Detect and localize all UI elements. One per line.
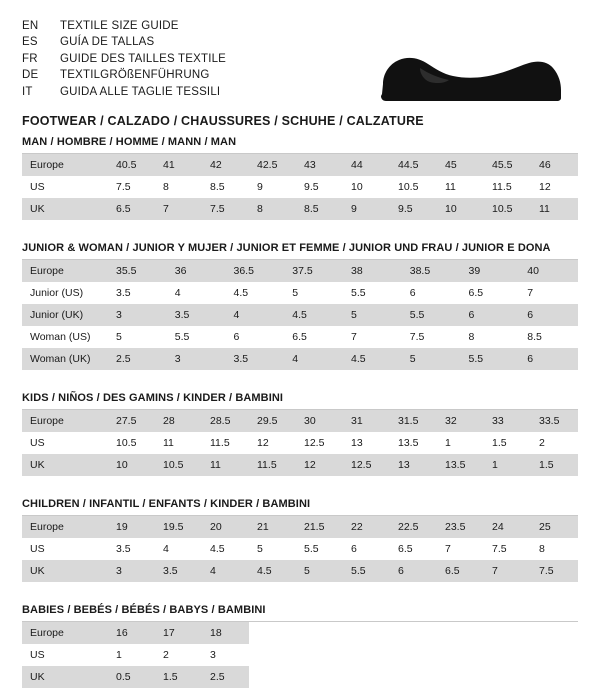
cell: 19.5 [155, 516, 202, 538]
table-row [22, 432, 578, 454]
table-row [22, 260, 578, 282]
cell: 8 [249, 198, 296, 220]
cell: 30 [296, 410, 343, 432]
cell: 9 [249, 176, 296, 198]
cell: 38 [343, 260, 402, 282]
table-row [22, 304, 578, 326]
cell: 2.5 [108, 348, 167, 370]
cell-empty [390, 644, 437, 666]
cell: 6 [390, 560, 437, 582]
table-row [22, 326, 578, 348]
cell: 41 [155, 154, 202, 176]
cell: 8 [155, 176, 202, 198]
cell: 7.5 [108, 176, 155, 198]
cell: 4 [167, 282, 226, 304]
cell: 6 [343, 538, 390, 560]
language-row [22, 18, 226, 34]
table-row [22, 666, 578, 688]
cell: 6 [226, 326, 285, 348]
cell: 11 [531, 198, 578, 220]
cell: 33 [484, 410, 531, 432]
size-table-man [22, 154, 578, 220]
table-row [22, 348, 578, 370]
language-row [22, 84, 226, 100]
cell: 3.5 [167, 304, 226, 326]
cell: 3 [108, 560, 155, 582]
cell: 2 [155, 644, 202, 666]
dress-shoe-icon [373, 38, 568, 110]
cell: 12 [296, 454, 343, 476]
cell: 7.5 [202, 198, 249, 220]
cell: 13.5 [437, 454, 484, 476]
cell: 31.5 [390, 410, 437, 432]
group-title: BABIES / BEBÉS / BÉBÉS / BABYS / BAMBINI [22, 604, 578, 622]
cell: 5 [343, 304, 402, 326]
size-group-kids [22, 392, 578, 476]
cell: 40 [519, 260, 578, 282]
cell: 7 [155, 198, 202, 220]
cell: 12.5 [296, 432, 343, 454]
cell: 6.5 [390, 538, 437, 560]
cell: 5 [284, 282, 343, 304]
cell: 5.5 [296, 538, 343, 560]
cell: 38.5 [402, 260, 461, 282]
row-label: Europe [22, 154, 108, 176]
cell: 3.5 [155, 560, 202, 582]
cell: 35.5 [108, 260, 167, 282]
row-label: Europe [22, 516, 108, 538]
cell: 6.5 [284, 326, 343, 348]
cell-empty [531, 666, 578, 688]
language-title: GUÍA DE TALLAS [60, 36, 155, 49]
page-title: FOOTWEAR / CALZADO / CHAUSSURES / SCHUHE / CALZATURE [22, 114, 424, 129]
cell: 37.5 [284, 260, 343, 282]
language-row [22, 67, 226, 83]
row-label: UK [22, 666, 108, 688]
cell-empty [390, 666, 437, 688]
cell: 7.5 [402, 326, 461, 348]
cell: 6.5 [437, 560, 484, 582]
cell: 11 [437, 176, 484, 198]
cell: 4 [284, 348, 343, 370]
group-title: MAN / HOMBRE / HOMME / MANN / MAN [22, 136, 578, 154]
cell: 5 [402, 348, 461, 370]
cell: 7 [484, 560, 531, 582]
cell: 1.5 [531, 454, 578, 476]
cell: 2.5 [202, 666, 249, 688]
cell-empty [296, 666, 343, 688]
cell: 11.5 [249, 454, 296, 476]
cell-empty [484, 622, 531, 644]
cell: 33.5 [531, 410, 578, 432]
cell: 27.5 [108, 410, 155, 432]
cell: 10.5 [484, 198, 531, 220]
size-table-junior-woman [22, 260, 578, 370]
cell: 3.5 [108, 282, 167, 304]
cell: 10.5 [155, 454, 202, 476]
cell-empty [343, 644, 390, 666]
cell: 46 [531, 154, 578, 176]
cell: 21.5 [296, 516, 343, 538]
cell: 10 [437, 198, 484, 220]
cell: 11.5 [484, 176, 531, 198]
table-row [22, 644, 578, 666]
cell: 44.5 [390, 154, 437, 176]
cell-empty [437, 644, 484, 666]
cell: 42.5 [249, 154, 296, 176]
cell: 2 [531, 432, 578, 454]
cell: 5 [249, 538, 296, 560]
table-row [22, 154, 578, 176]
cell: 7 [437, 538, 484, 560]
row-label: Europe [22, 410, 108, 432]
cell: 1 [437, 432, 484, 454]
language-row [22, 34, 226, 50]
cell: 10 [108, 454, 155, 476]
cell: 10.5 [390, 176, 437, 198]
row-label: US [22, 432, 108, 454]
cell: 28 [155, 410, 202, 432]
language-list [22, 18, 226, 100]
cell: 4 [202, 560, 249, 582]
cell: 7.5 [484, 538, 531, 560]
cell: 24 [484, 516, 531, 538]
language-code: DE [22, 69, 39, 82]
cell: 16 [108, 622, 155, 644]
cell: 45 [437, 154, 484, 176]
cell-empty [343, 666, 390, 688]
table-row [22, 176, 578, 198]
cell: 44 [343, 154, 390, 176]
cell: 3.5 [108, 538, 155, 560]
row-label: Woman (UK) [22, 348, 108, 370]
cell: 28.5 [202, 410, 249, 432]
cell: 13 [343, 432, 390, 454]
cell: 10 [343, 176, 390, 198]
cell: 0.5 [108, 666, 155, 688]
table-row [22, 560, 578, 582]
cell: 18 [202, 622, 249, 644]
cell: 6.5 [108, 198, 155, 220]
language-title: GUIDE DES TAILLES TEXTILE [60, 52, 227, 65]
row-label: US [22, 176, 108, 198]
cell: 3 [167, 348, 226, 370]
cell: 22 [343, 516, 390, 538]
cell: 1.5 [155, 666, 202, 688]
cell: 8.5 [202, 176, 249, 198]
group-title: CHILDREN / INFANTIL / ENFANTS / KINDER / BAMBINI [22, 498, 578, 516]
cell-empty [249, 666, 296, 688]
cell: 10.5 [108, 432, 155, 454]
cell: 11 [155, 432, 202, 454]
cell-empty [531, 644, 578, 666]
table-row [22, 454, 578, 476]
size-table-children [22, 516, 578, 582]
cell: 5 [108, 326, 167, 348]
cell-empty [249, 622, 296, 644]
table-row [22, 622, 578, 644]
cell: 4.5 [284, 304, 343, 326]
cell: 3 [202, 644, 249, 666]
table-row [22, 282, 578, 304]
cell: 45.5 [484, 154, 531, 176]
cell: 22.5 [390, 516, 437, 538]
cell: 36 [167, 260, 226, 282]
row-label: Woman (US) [22, 326, 108, 348]
cell: 43 [296, 154, 343, 176]
cell: 20 [202, 516, 249, 538]
cell-empty [437, 666, 484, 688]
cell: 4 [226, 304, 285, 326]
cell: 13.5 [390, 432, 437, 454]
cell: 39 [461, 260, 520, 282]
language-code: EN [22, 20, 39, 32]
cell: 21 [249, 516, 296, 538]
cell: 12.5 [343, 454, 390, 476]
size-group-children [22, 498, 578, 582]
language-title: GUIDA ALLE TAGLIE TESSILI [60, 85, 221, 98]
language-row [22, 51, 226, 67]
cell: 42 [202, 154, 249, 176]
row-label: UK [22, 560, 108, 582]
cell: 13 [390, 454, 437, 476]
table-row [22, 410, 578, 432]
cell-empty [296, 644, 343, 666]
cell-empty [437, 622, 484, 644]
cell: 11 [202, 454, 249, 476]
row-label: UK [22, 454, 108, 476]
row-label: Junior (UK) [22, 304, 108, 326]
row-label: US [22, 538, 108, 560]
cell: 9 [343, 198, 390, 220]
language-title: TEXTILGRÖßENFÜHRUNG [60, 69, 210, 82]
language-title: TEXTILE SIZE GUIDE [60, 20, 179, 32]
cell: 8 [531, 538, 578, 560]
row-label: US [22, 644, 108, 666]
row-label: Europe [22, 622, 108, 644]
cell: 8.5 [519, 326, 578, 348]
cell: 6 [402, 282, 461, 304]
size-group-man [22, 136, 578, 220]
table-row [22, 538, 578, 560]
document-header [22, 18, 578, 129]
cell: 32 [437, 410, 484, 432]
cell: 8 [461, 326, 520, 348]
table-row [22, 198, 578, 220]
cell: 12 [249, 432, 296, 454]
row-label: UK [22, 198, 108, 220]
cell-empty [531, 622, 578, 644]
cell: 7 [519, 282, 578, 304]
cell: 3 [108, 304, 167, 326]
cell: 11.5 [202, 432, 249, 454]
size-group-babies [22, 604, 578, 688]
cell: 6 [519, 304, 578, 326]
cell: 9.5 [296, 176, 343, 198]
table-row [22, 516, 578, 538]
cell: 4.5 [202, 538, 249, 560]
cell: 40.5 [108, 154, 155, 176]
cell: 8.5 [296, 198, 343, 220]
cell: 5.5 [343, 282, 402, 304]
size-table-babies [22, 622, 578, 688]
language-code: ES [22, 36, 38, 49]
cell: 4.5 [226, 282, 285, 304]
cell: 5.5 [167, 326, 226, 348]
cell: 4.5 [343, 348, 402, 370]
cell: 5 [296, 560, 343, 582]
cell: 19 [108, 516, 155, 538]
cell-empty [484, 644, 531, 666]
cell: 17 [155, 622, 202, 644]
cell: 6.5 [461, 282, 520, 304]
cell-empty [296, 622, 343, 644]
cell: 31 [343, 410, 390, 432]
cell: 12 [531, 176, 578, 198]
cell-empty [343, 622, 390, 644]
cell: 1.5 [484, 432, 531, 454]
cell: 29.5 [249, 410, 296, 432]
cell-empty [484, 666, 531, 688]
cell: 5.5 [461, 348, 520, 370]
cell: 25 [531, 516, 578, 538]
cell: 3.5 [226, 348, 285, 370]
cell-empty [390, 622, 437, 644]
cell: 1 [108, 644, 155, 666]
size-table-kids [22, 410, 578, 476]
size-group-junior-woman [22, 242, 578, 370]
cell: 36.5 [226, 260, 285, 282]
cell: 7 [343, 326, 402, 348]
cell: 7.5 [531, 560, 578, 582]
cell: 4.5 [249, 560, 296, 582]
language-code: IT [22, 85, 33, 98]
cell: 4 [155, 538, 202, 560]
cell: 6 [461, 304, 520, 326]
group-title: KIDS / NIÑOS / DES GAMINS / KINDER / BAMBINI [22, 392, 578, 410]
row-label: Junior (US) [22, 282, 108, 304]
language-code: FR [22, 52, 38, 65]
cell: 5.5 [343, 560, 390, 582]
cell: 23.5 [437, 516, 484, 538]
cell-empty [249, 644, 296, 666]
cell: 1 [484, 454, 531, 476]
row-label: Europe [22, 260, 108, 282]
group-title: JUNIOR & WOMAN / JUNIOR Y MUJER / JUNIOR ET FEMME / JUNIOR UND FRAU / JUNIOR E DONA [22, 242, 578, 260]
cell: 5.5 [402, 304, 461, 326]
cell: 6 [519, 348, 578, 370]
cell: 9.5 [390, 198, 437, 220]
